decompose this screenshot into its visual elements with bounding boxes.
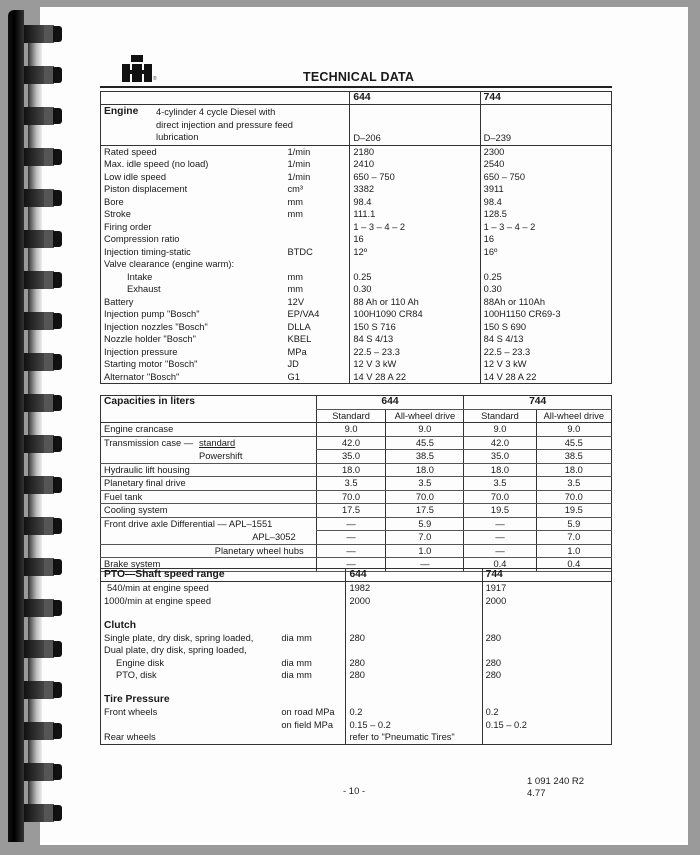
capacity-row bbox=[101, 436, 612, 450]
spec-row bbox=[101, 669, 612, 681]
engine-spec-row bbox=[101, 346, 612, 359]
capacity-value: 3.5 bbox=[386, 477, 464, 491]
capacity-label: Fuel tank bbox=[101, 490, 317, 504]
revision-date: 4.77 bbox=[527, 788, 546, 799]
page-title: TECHNICAL DATA bbox=[303, 70, 415, 84]
spec-unit: DLLA bbox=[287, 321, 311, 332]
capacity-value: 42.0 bbox=[464, 436, 536, 450]
ih-logo bbox=[122, 55, 157, 82]
engine-spec-row bbox=[101, 258, 612, 271]
spec-value-744: 1 – 3 – 4 – 2 bbox=[480, 221, 611, 234]
capacity-value: 45.5 bbox=[386, 436, 464, 450]
capacity-label: APL–3052 bbox=[101, 531, 317, 545]
capacity-value: 70.0 bbox=[464, 490, 536, 504]
spec-unit: mm bbox=[287, 284, 303, 295]
capacity-label bbox=[101, 450, 317, 464]
spec-unit bbox=[285, 258, 350, 271]
spec-value-644: 2000 bbox=[346, 595, 482, 607]
spec-unit: mm bbox=[287, 196, 303, 207]
spec-unit: KBEL bbox=[287, 334, 312, 345]
spec-row bbox=[101, 731, 612, 744]
spec-value-644: 150 S 716 bbox=[350, 321, 480, 334]
spec-value-744: 3911 bbox=[480, 183, 611, 196]
subheader-all-wheel-drive: All-wheel drive bbox=[386, 409, 464, 423]
spec-value-644: 84 S 4/13 bbox=[350, 333, 480, 346]
pto-clutch-tire-table bbox=[100, 568, 612, 745]
binding-ring bbox=[24, 476, 62, 494]
capacity-value: 42.0 bbox=[316, 436, 386, 450]
binding-ring bbox=[24, 681, 62, 699]
spec-row bbox=[101, 582, 612, 595]
capacity-value: 9.0 bbox=[316, 423, 386, 437]
engine-spec-row bbox=[101, 233, 612, 246]
spec-unit bbox=[285, 233, 350, 246]
model-644-header: 644 bbox=[350, 92, 480, 105]
spec-value-644 bbox=[350, 258, 480, 271]
engine-spec-row bbox=[101, 296, 612, 309]
spec-unit: on road MPa bbox=[281, 707, 335, 718]
binding-ring bbox=[24, 763, 62, 781]
capacity-row bbox=[101, 504, 612, 518]
capacities-model-644: 644 bbox=[316, 396, 464, 410]
spec-value-644: 0.30 bbox=[350, 283, 480, 296]
binding-ring bbox=[24, 804, 62, 822]
engine-description-row bbox=[101, 105, 612, 145]
capacity-label: Front drive axle Differential — APL–1551 bbox=[104, 518, 273, 529]
spec-label: Low idle speed bbox=[104, 171, 167, 182]
spec-unit bbox=[278, 595, 346, 607]
spec-value-744: 0.25 bbox=[480, 271, 611, 284]
capacity-value: 19.5 bbox=[536, 504, 611, 518]
spec-value-644: 100H1090 CR84 bbox=[350, 308, 480, 321]
binding-ring bbox=[24, 66, 62, 84]
binding-ring bbox=[24, 517, 62, 535]
subheader-standard: Standard bbox=[464, 409, 536, 423]
spec-unit: mm bbox=[287, 271, 303, 282]
capacity-value: 70.0 bbox=[536, 490, 611, 504]
capacity-value: 19.5 bbox=[464, 504, 536, 518]
spec-unit: G1 bbox=[287, 371, 300, 382]
registered-mark: ® bbox=[153, 76, 157, 82]
spec-label: 1000/min at engine speed bbox=[104, 595, 211, 606]
spec-label: Compression ratio bbox=[104, 234, 180, 245]
capacity-value: 18.0 bbox=[316, 463, 386, 477]
spec-unit: dia mm bbox=[281, 657, 312, 668]
spec-value-744: 98.4 bbox=[480, 196, 611, 209]
engine-spec-row bbox=[101, 246, 612, 259]
capacity-label: Engine crancase bbox=[101, 423, 317, 437]
binding-ring bbox=[24, 394, 62, 412]
capacity-value: 5.9 bbox=[386, 517, 464, 531]
spec-unit: cm³ bbox=[287, 184, 303, 195]
capacity-value: — bbox=[316, 531, 386, 545]
spec-row bbox=[101, 706, 612, 718]
capacity-value: 0.4 bbox=[464, 558, 536, 572]
binding-ring bbox=[24, 230, 62, 248]
spec-value-644: 88 Ah or 110 Ah bbox=[350, 296, 480, 309]
capacity-sublabel: standard bbox=[199, 437, 236, 448]
spec-label: Intake bbox=[127, 271, 153, 282]
spec-value-744: 16º bbox=[480, 246, 611, 259]
spec-unit bbox=[278, 644, 346, 656]
spec-value-644: 280 bbox=[346, 632, 482, 644]
spec-unit: MPa bbox=[287, 346, 307, 357]
spec-value-744: 14 V 28 A 22 bbox=[480, 371, 611, 384]
spec-value-744: 0.2 bbox=[482, 706, 611, 718]
spec-unit bbox=[285, 221, 350, 234]
capacity-row bbox=[101, 477, 612, 491]
spec-label: Max. idle speed (no load) bbox=[104, 159, 209, 170]
capacity-value: — bbox=[386, 558, 464, 572]
spec-value-744 bbox=[482, 731, 611, 744]
capacity-row bbox=[101, 517, 612, 531]
binding-ring bbox=[24, 599, 62, 617]
spec-value-744 bbox=[480, 258, 611, 271]
capacity-value: 7.0 bbox=[536, 531, 611, 545]
spec-value-744 bbox=[482, 644, 611, 656]
binding-ring bbox=[24, 25, 62, 43]
capacity-value: 9.0 bbox=[386, 423, 464, 437]
spec-value-644: 280 bbox=[346, 657, 482, 669]
pto-title: PTO—Shaft speed range bbox=[104, 569, 225, 580]
spec-value-644: 22.5 – 23.3 bbox=[350, 346, 480, 359]
capacity-row bbox=[101, 544, 612, 558]
spec-value-744: 2000 bbox=[482, 595, 611, 607]
capacity-value: 1.0 bbox=[386, 544, 464, 558]
spec-label: Nozzle holder "Bosch" bbox=[104, 334, 196, 345]
spec-unit: JD bbox=[287, 359, 299, 370]
capacity-value: 1.0 bbox=[536, 544, 611, 558]
spec-label: Exhaust bbox=[127, 284, 161, 295]
spec-value-644: 2410 bbox=[350, 158, 480, 171]
pto-model-644: 644 bbox=[346, 569, 482, 582]
binding-ring bbox=[24, 558, 62, 576]
empty-cell bbox=[482, 694, 611, 706]
spec-label: Engine disk bbox=[116, 657, 165, 668]
spec-value-744: 280 bbox=[482, 657, 611, 669]
spec-value-644 bbox=[346, 644, 482, 656]
capacity-value: 9.0 bbox=[536, 423, 611, 437]
capacity-row bbox=[101, 531, 612, 545]
spec-unit: 1/min bbox=[287, 146, 311, 157]
part-number: 1 091 240 R2 bbox=[527, 776, 585, 787]
engine-table bbox=[100, 91, 612, 384]
engine-header-row bbox=[101, 92, 612, 105]
spec-label: PTO, disk bbox=[116, 670, 157, 681]
capacity-value: 7.0 bbox=[386, 531, 464, 545]
capacity-value: 3.5 bbox=[464, 477, 536, 491]
spec-label: Dual plate, dry disk, spring loaded, bbox=[104, 645, 247, 656]
binding-ring bbox=[24, 353, 62, 371]
spec-unit: dia mm bbox=[281, 633, 312, 644]
spec-value-744: 2300 bbox=[480, 145, 611, 158]
engine-spec-row bbox=[101, 333, 612, 346]
binding-ring bbox=[24, 148, 62, 166]
spec-label: 540/min at engine speed bbox=[107, 583, 209, 594]
spec-value-644: 280 bbox=[346, 669, 482, 681]
capacity-value: 38.5 bbox=[386, 450, 464, 464]
capacity-label: Planetary wheel hubs bbox=[101, 544, 317, 558]
capacity-label: Brake system bbox=[101, 558, 317, 572]
header-rule bbox=[100, 86, 612, 88]
spec-value-644: refer to "Pneumatic Tires" bbox=[346, 731, 482, 744]
spec-unit: 1/min bbox=[287, 171, 311, 182]
capacity-value: 0.4 bbox=[536, 558, 611, 572]
spacer-row bbox=[101, 682, 612, 694]
spec-unit bbox=[278, 582, 346, 595]
empty-cell bbox=[346, 694, 482, 706]
empty-cell bbox=[482, 620, 611, 632]
capacity-value: 45.5 bbox=[536, 436, 611, 450]
capacities-title: Capacities in liters bbox=[101, 396, 317, 423]
spec-value-744: 1917 bbox=[482, 582, 611, 595]
spec-unit: BTDC bbox=[287, 246, 313, 257]
spec-value-644: 12º bbox=[350, 246, 480, 259]
spec-unit: dia mm bbox=[281, 670, 312, 681]
engine-description-line: direct injection and pressure feed bbox=[156, 119, 293, 130]
capacity-value: — bbox=[316, 544, 386, 558]
capacity-value: 18.0 bbox=[536, 463, 611, 477]
spec-unit: 1/min bbox=[287, 159, 311, 170]
capacity-value: 18.0 bbox=[464, 463, 536, 477]
spec-label: Firing order bbox=[104, 221, 152, 232]
pto-model-744: 744 bbox=[482, 569, 611, 582]
spec-value-744: 0.30 bbox=[480, 283, 611, 296]
capacity-label: Hydraulic lift housing bbox=[101, 463, 317, 477]
spec-value-644: 0.2 bbox=[346, 706, 482, 718]
spec-value-744: 0.15 – 0.2 bbox=[482, 719, 611, 731]
spec-label: Rear wheels bbox=[104, 732, 156, 743]
engine-description-line: 4-cylinder 4 cycle Diesel with bbox=[156, 107, 276, 118]
capacities-model-744: 744 bbox=[464, 396, 612, 410]
capacity-value: — bbox=[464, 544, 536, 558]
clutch-title: Clutch bbox=[104, 619, 137, 631]
spec-label: Bore bbox=[104, 196, 124, 207]
spec-value-644: 16 bbox=[350, 233, 480, 246]
capacity-label bbox=[101, 436, 317, 450]
spec-unit: on field MPa bbox=[281, 719, 334, 730]
engine-code-744: D–239 bbox=[480, 105, 611, 145]
binding-ring bbox=[24, 640, 62, 658]
spec-row bbox=[101, 644, 612, 656]
spec-value-744: 22.5 – 23.3 bbox=[480, 346, 611, 359]
capacity-value: 38.5 bbox=[536, 450, 611, 464]
spec-value-644: 0.15 – 0.2 bbox=[346, 719, 482, 731]
engine-spec-row bbox=[101, 158, 612, 171]
binding-ring bbox=[24, 189, 62, 207]
capacity-value: 9.0 bbox=[464, 423, 536, 437]
engine-description-line: lubrication bbox=[156, 132, 199, 143]
capacity-sublabel: Powershift bbox=[199, 450, 243, 461]
engine-spec-row bbox=[101, 171, 612, 184]
spec-unit: mm bbox=[287, 209, 303, 220]
binding-ring bbox=[24, 107, 62, 125]
subheader-standard: Standard bbox=[316, 409, 386, 423]
subheader-all-wheel-drive: All-wheel drive bbox=[536, 409, 611, 423]
capacities-table bbox=[100, 395, 612, 572]
binding-ring bbox=[24, 312, 62, 330]
capacity-label-text: Transmission case — bbox=[104, 437, 194, 448]
engine-spec-row bbox=[101, 321, 612, 334]
engine-spec-row bbox=[101, 221, 612, 234]
spec-row bbox=[101, 719, 612, 731]
spec-value-644: 650 – 750 bbox=[350, 171, 480, 184]
spec-label: Valve clearance (engine warm): bbox=[104, 259, 235, 270]
spec-value-644: 3382 bbox=[350, 183, 480, 196]
spec-value-644: 2180 bbox=[350, 145, 480, 158]
binding-ring bbox=[24, 722, 62, 740]
spec-label: Injection timing-static bbox=[104, 246, 191, 257]
spec-label: Alternator "Bosch" bbox=[104, 371, 180, 382]
engine-spec-row bbox=[101, 145, 612, 158]
binding-ring bbox=[24, 271, 62, 289]
spec-unit: 12V bbox=[287, 296, 305, 307]
engine-spec-row bbox=[101, 308, 612, 321]
spec-value-744: 280 bbox=[482, 669, 611, 681]
spec-value-744: 2540 bbox=[480, 158, 611, 171]
capacity-value: 3.5 bbox=[536, 477, 611, 491]
spec-value-644: 14 V 28 A 22 bbox=[350, 371, 480, 384]
capacity-value: 70.0 bbox=[316, 490, 386, 504]
capacity-label: Cooling system bbox=[101, 504, 317, 518]
spec-label: Starting motor "Bosch" bbox=[104, 359, 198, 370]
capacity-value: 5.9 bbox=[536, 517, 611, 531]
capacity-row bbox=[101, 490, 612, 504]
spacer-row bbox=[101, 607, 612, 619]
spec-value-644: 111.1 bbox=[350, 208, 480, 221]
capacity-value: 18.0 bbox=[386, 463, 464, 477]
spec-row bbox=[101, 657, 612, 669]
tire-pressure-title: Tire Pressure bbox=[104, 694, 170, 706]
engine-section-title: Engine bbox=[104, 106, 139, 118]
spec-label: Piston displacement bbox=[104, 184, 188, 195]
empty-cell bbox=[346, 620, 482, 632]
capacity-value: 35.0 bbox=[464, 450, 536, 464]
capacity-value: 70.0 bbox=[386, 490, 464, 504]
spec-value-744: 150 S 690 bbox=[480, 321, 611, 334]
spec-row bbox=[101, 595, 612, 607]
engine-spec-row bbox=[101, 183, 612, 196]
engine-spec-row bbox=[101, 208, 612, 221]
capacity-value: 35.0 bbox=[316, 450, 386, 464]
capacity-row bbox=[101, 423, 612, 437]
spec-value-744: 12 V 3 kW bbox=[480, 358, 611, 371]
spiral-binding-spine bbox=[8, 10, 24, 842]
capacity-value: 17.5 bbox=[316, 504, 386, 518]
spec-label: Single plate, dry disk, spring loaded, bbox=[104, 633, 254, 644]
spec-unit bbox=[278, 731, 346, 744]
capacity-row bbox=[101, 463, 612, 477]
capacity-value: — bbox=[316, 558, 386, 572]
spec-label: Injection pressure bbox=[104, 346, 178, 357]
spec-label: Front wheels bbox=[104, 707, 158, 718]
spec-label: Stroke bbox=[104, 209, 131, 220]
capacity-value: — bbox=[464, 531, 536, 545]
engine-spec-row bbox=[101, 283, 612, 296]
spec-label: Battery bbox=[104, 296, 134, 307]
engine-spec-row bbox=[101, 196, 612, 209]
spec-value-644: 1982 bbox=[346, 582, 482, 595]
capacity-value: — bbox=[464, 517, 536, 531]
spec-label: Rated speed bbox=[104, 146, 157, 157]
spec-value-744: 84 S 4/13 bbox=[480, 333, 611, 346]
engine-code-644: D–206 bbox=[350, 105, 480, 145]
spec-label bbox=[101, 719, 279, 731]
spec-label: Injection nozzles "Bosch" bbox=[104, 321, 208, 332]
page-number: - 10 - bbox=[343, 786, 366, 797]
engine-spec-row bbox=[101, 271, 612, 284]
model-744-header: 744 bbox=[480, 92, 611, 105]
capacity-value: 17.5 bbox=[386, 504, 464, 518]
capacity-value: — bbox=[316, 517, 386, 531]
spec-value-744: 100H1150 CR69-3 bbox=[480, 308, 611, 321]
capacity-value: 3.5 bbox=[316, 477, 386, 491]
spec-value-744: 128.5 bbox=[480, 208, 611, 221]
spec-value-744: 88Ah or 110Ah bbox=[480, 296, 611, 309]
spec-row bbox=[101, 632, 612, 644]
spec-value-644: 1 – 3 – 4 – 2 bbox=[350, 221, 480, 234]
spec-value-644: 98.4 bbox=[350, 196, 480, 209]
spec-label: Injection pump "Bosch" bbox=[104, 309, 200, 320]
spec-value-744: 650 – 750 bbox=[480, 171, 611, 184]
spec-value-644: 12 V 3 kW bbox=[350, 358, 480, 371]
engine-spec-row bbox=[101, 358, 612, 371]
spec-value-744: 280 bbox=[482, 632, 611, 644]
binding-ring bbox=[24, 435, 62, 453]
spec-value-744: 16 bbox=[480, 233, 611, 246]
spec-unit: EP/VA4 bbox=[287, 309, 320, 320]
spec-value-644: 0.25 bbox=[350, 271, 480, 284]
document-code bbox=[527, 776, 584, 800]
engine-spec-row bbox=[101, 371, 612, 384]
capacity-label: Planetary final drive bbox=[101, 477, 317, 491]
capacity-row bbox=[101, 450, 612, 464]
